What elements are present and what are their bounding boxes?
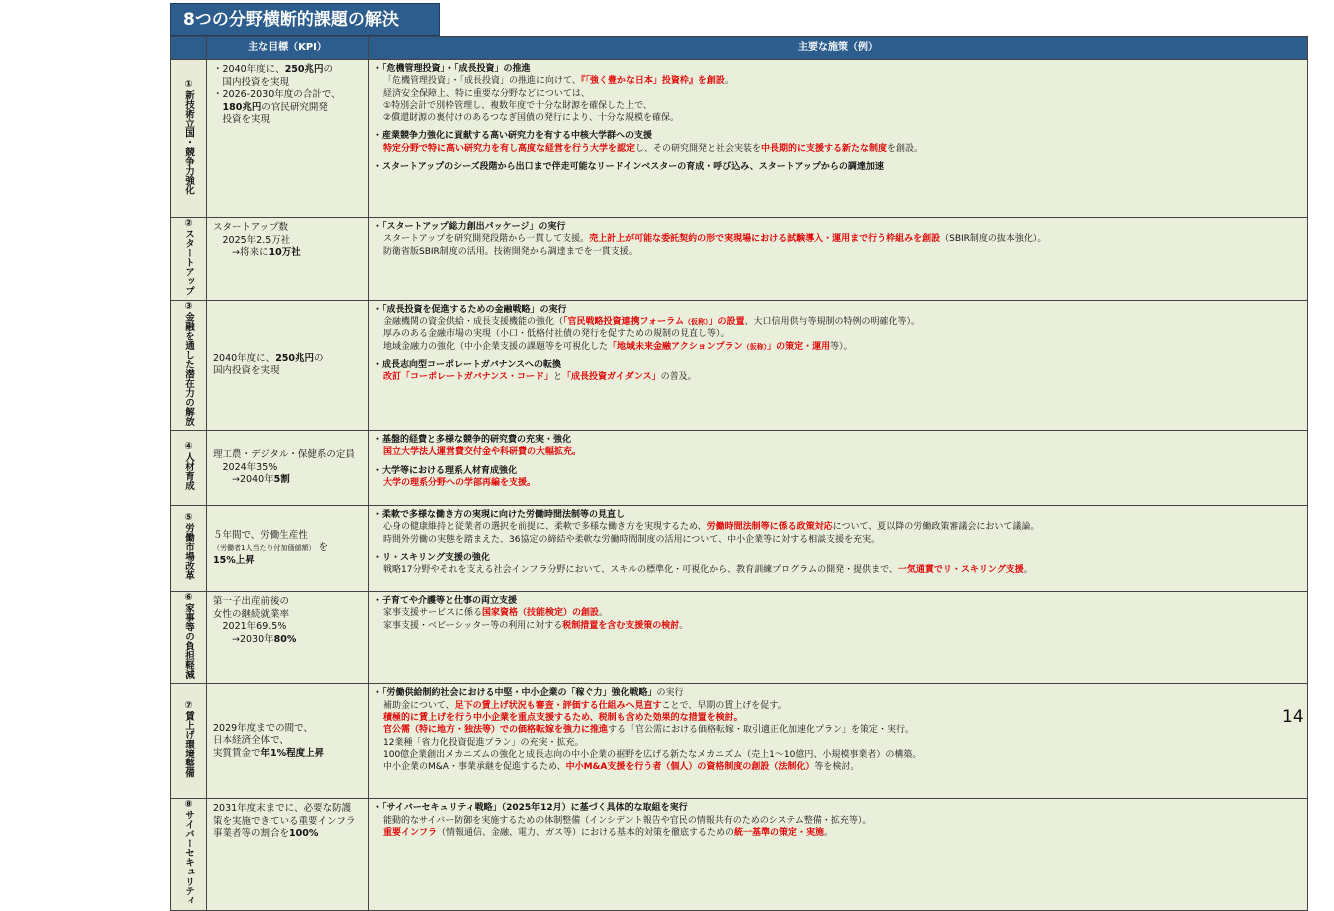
kpi-cell bbox=[207, 431, 369, 506]
table-row bbox=[171, 60, 1308, 218]
kpi-text bbox=[207, 592, 368, 650]
table-row bbox=[171, 684, 1308, 799]
text-span: 、大口信用供与等規制の特例の明確化等）。 bbox=[744, 317, 921, 328]
measure-heading bbox=[373, 802, 1303, 814]
text-span: 実質賃金で bbox=[213, 747, 261, 759]
table-row bbox=[171, 218, 1308, 301]
measure-section bbox=[373, 304, 1303, 353]
text-span: 積極的に賃上げを行う中小企業を重点支援するため、税制も含めた効果的な措置を検討。 bbox=[383, 712, 743, 723]
field-cell bbox=[171, 431, 207, 506]
kpi-line bbox=[213, 542, 362, 555]
kpi-line bbox=[213, 77, 362, 90]
measure-line bbox=[373, 477, 1303, 489]
text-span: 第一子出産前後の bbox=[213, 596, 290, 608]
text-span: →2040年 bbox=[213, 474, 274, 486]
text-span: ・スタートアップのシーズ段階から出口まで伴走可能なリードインベスターの育成・呼び込み、スタートアップからの調達加速 bbox=[373, 162, 884, 173]
field-label: ⑤労働市場改革 bbox=[183, 512, 194, 581]
kpi-line bbox=[213, 235, 362, 248]
kpi-line bbox=[213, 102, 362, 115]
measures-cell bbox=[369, 300, 1308, 430]
table-row bbox=[171, 300, 1308, 430]
text-span: 家事支援・ベビーシッター等の利用に対する bbox=[383, 620, 563, 631]
text-span: 改訂「コーポレートガバナンス・コード」 bbox=[383, 372, 554, 383]
text-span: 「官民戦略投資連携フォーラム bbox=[563, 317, 684, 328]
text-span: 金融機関の資金供給・成長支援機能の強化（ bbox=[383, 317, 564, 328]
text-span: 「危機管理投資」・「成長投資」の推進に向けて、 bbox=[383, 76, 581, 87]
table-header-row bbox=[171, 37, 1308, 60]
kpi-text bbox=[207, 349, 368, 382]
measures-cell bbox=[369, 218, 1308, 301]
kpi-text bbox=[207, 60, 368, 131]
kpi-cell bbox=[207, 300, 369, 430]
field-label: ③金融を通した潜在力の解放 bbox=[183, 300, 194, 426]
text-span: 2024年35% bbox=[213, 461, 278, 473]
measure-line bbox=[373, 328, 1303, 340]
kpi-line bbox=[213, 530, 362, 543]
measure-line bbox=[373, 246, 1303, 258]
measure-line bbox=[373, 371, 1303, 383]
text-span: の bbox=[314, 352, 324, 364]
text-span: 」の策定・運用 bbox=[767, 341, 831, 352]
text-span: ・「サイバーセキュリティ戦略」（2025年12月）に基づく具体的な取組を実行 bbox=[373, 803, 688, 814]
text-span: 策を実施できている重要インフラ bbox=[213, 815, 356, 827]
text-span: 2040年度に、 bbox=[213, 352, 276, 364]
measures-cell bbox=[369, 592, 1308, 684]
measure-section bbox=[373, 359, 1303, 384]
text-span: 補助金について、 bbox=[383, 700, 455, 711]
kpi-line bbox=[213, 803, 362, 816]
measure-line bbox=[373, 607, 1303, 619]
measure-line bbox=[373, 620, 1303, 632]
text-span: 2029年度までの間で、 bbox=[213, 722, 313, 734]
text-span: 100億企業創出メカニズムの強化と成長志向の中小企業の裾野を広げる新たなメカニズム（売上1～10億円、小規模事業者）の構築。 bbox=[383, 749, 922, 760]
text-span: ・子育てや介護等と仕事の両立支援 bbox=[373, 596, 518, 607]
kpi-line bbox=[213, 89, 362, 102]
kpi-text bbox=[207, 445, 368, 491]
kpi-line bbox=[213, 555, 362, 568]
text-span: ・リ・スキリング支援の強化 bbox=[373, 552, 490, 563]
kpi-line bbox=[213, 816, 362, 829]
text-span: 労働時間法制等に係る政策対応 bbox=[706, 522, 833, 533]
text-span: 80% bbox=[273, 633, 297, 645]
field-cell bbox=[171, 218, 207, 301]
field-cell bbox=[171, 684, 207, 799]
text-span: 税制措置を含む支援策の検討 bbox=[562, 620, 680, 631]
measure-section bbox=[373, 802, 1303, 839]
measure-heading bbox=[373, 221, 1303, 233]
text-span: について、夏以降の労働政策審議会において議論。 bbox=[832, 522, 1040, 533]
kpi-line bbox=[213, 609, 362, 622]
text-span: 足下の賃上げ状況も審査・評価する仕組みへ見直す bbox=[454, 700, 662, 711]
text-span: 国内投資を実現 bbox=[213, 365, 280, 377]
measure-line bbox=[373, 815, 1303, 827]
measure-line bbox=[373, 749, 1303, 761]
measure-section bbox=[373, 509, 1303, 546]
text-span: 日本経済全体で、 bbox=[213, 735, 289, 747]
field-label: ④人材育成 bbox=[183, 441, 194, 491]
text-span: 統一基準の策定・実施 bbox=[734, 827, 825, 838]
text-span: ・2040年度に、 bbox=[213, 64, 285, 75]
text-span: 特定分野で特に高い研究力を有し高度な経営を行う大学を認定 bbox=[383, 143, 636, 154]
text-span: を bbox=[315, 542, 328, 554]
kpi-cell bbox=[207, 218, 369, 301]
measure-line bbox=[373, 712, 1303, 724]
text-span: ・成長志向型コーポレートガバナンスへの転換 bbox=[373, 359, 562, 370]
measure-line bbox=[373, 564, 1303, 576]
text-span: スタートアップを研究開発段階から一貫して支援。 bbox=[383, 234, 590, 245]
measure-line bbox=[373, 88, 1303, 100]
text-span: 。 bbox=[724, 76, 734, 87]
measure-line bbox=[373, 75, 1303, 87]
text-span: （SBIR制度の抜本強化）。 bbox=[940, 234, 1047, 245]
text-span: ・産業競争力強化に貢献する高い研究力を有する中核大学群への支援 bbox=[373, 131, 653, 142]
text-span: ことで、早期の賃上げを促す。 bbox=[661, 700, 787, 711]
kpi-line bbox=[213, 114, 362, 127]
field-cell bbox=[171, 300, 207, 430]
measure-heading bbox=[373, 509, 1303, 521]
text-span: 。 bbox=[824, 827, 834, 838]
text-span: （情報通信、金融、電力、ガス等）における基本的対策を徹底するための bbox=[437, 827, 735, 838]
text-span: ・基盤的経費と多様な競争的研究費の充実・強化 bbox=[373, 435, 572, 446]
kpi-line bbox=[213, 462, 362, 475]
measure-line bbox=[373, 100, 1303, 112]
kpi-line bbox=[213, 365, 362, 378]
measure-section bbox=[373, 63, 1303, 124]
table-row bbox=[171, 431, 1308, 506]
field-cell bbox=[171, 506, 207, 592]
table-row bbox=[171, 506, 1308, 592]
kpi-line bbox=[213, 474, 362, 487]
measure-heading bbox=[373, 552, 1303, 564]
measure-line bbox=[373, 534, 1303, 546]
text-span: 。 bbox=[1023, 565, 1033, 576]
text-span: 女性の継続就業率 bbox=[213, 608, 290, 620]
kpi-cell bbox=[207, 506, 369, 592]
kpi-line bbox=[213, 621, 362, 634]
measure-line bbox=[373, 341, 1303, 353]
measure-line bbox=[373, 521, 1303, 533]
text-span: 100% bbox=[289, 828, 319, 840]
kpi-line bbox=[213, 353, 362, 366]
kpi-line bbox=[213, 222, 362, 235]
policy-table bbox=[170, 36, 1308, 911]
text-span: 経済安全保障上、特に重要な分野などについては、 bbox=[383, 88, 590, 99]
text-span: 国家資格（技能検定）の創設 bbox=[482, 608, 600, 619]
text-span: ・大学等における理系人材育成強化 bbox=[373, 465, 518, 476]
text-span: ５年間で、労働生産性 bbox=[213, 529, 308, 541]
text-span: 防衛省版SBIR制度の活用。技術開発から調達までを一貫支援。 bbox=[383, 246, 638, 257]
text-span: の官民研究開発 bbox=[261, 101, 328, 113]
text-span: 事業者等の割合を bbox=[213, 828, 290, 840]
measure-heading bbox=[373, 465, 1303, 477]
measure-section bbox=[373, 434, 1303, 459]
text-span: 2021年69.5% bbox=[213, 621, 287, 633]
measures-cell bbox=[369, 799, 1308, 910]
measures-cell bbox=[369, 684, 1308, 799]
text-span: ①特別会計で別枠管理し、複数年度で十分な財源を確保した上で、 bbox=[383, 100, 652, 111]
text-span: 国立大学法人運営費交付金や科研費の大幅拡充。 bbox=[383, 447, 582, 458]
text-span: 中小企業のM&A・事業承継を促進するため、 bbox=[383, 762, 566, 773]
text-span: （労働者1人当たり付加価値額） bbox=[213, 544, 316, 553]
measure-section bbox=[373, 130, 1303, 155]
text-span: 等を検討。 bbox=[814, 762, 860, 773]
text-span: ・柔軟で多様な働き方の実現に向けた労働時間法制等の見直し bbox=[373, 510, 626, 521]
text-span bbox=[213, 102, 223, 113]
text-span: （仮称） bbox=[742, 342, 768, 351]
measure-line bbox=[373, 233, 1303, 245]
measure-line bbox=[373, 761, 1303, 773]
kpi-text bbox=[207, 719, 368, 765]
field-cell bbox=[171, 60, 207, 218]
table-row bbox=[171, 799, 1308, 910]
text-span: 理工農・デジタル・保健系の定員 bbox=[213, 449, 355, 461]
text-span: 「地域未来金融アクションプラン bbox=[608, 341, 743, 352]
kpi-cell bbox=[207, 684, 369, 799]
header-kpi: 主な目標（KPI） bbox=[207, 37, 369, 60]
measures-cell bbox=[369, 431, 1308, 506]
text-span: ・「スタートアップ総力創出パッケージ」の実行 bbox=[373, 222, 566, 232]
measures-cell bbox=[369, 60, 1308, 218]
text-span: 能動的なサイバー防御を実施するための体制整備（インシデント報告や官民の情報共有のためのシステム整備・拡充等）。 bbox=[383, 815, 872, 826]
text-span: 年1%程度上昇 bbox=[260, 747, 325, 759]
measure-line bbox=[373, 316, 1303, 328]
text-span: ②償還財源の裏付けのあるつなぎ国債の発行により、十分な規模を確保。 bbox=[383, 113, 679, 124]
text-span: （仮称） bbox=[683, 318, 709, 327]
text-span: の bbox=[323, 64, 334, 75]
text-span: ・2026-2030年度の合計で、 bbox=[213, 89, 341, 100]
kpi-text bbox=[207, 218, 368, 264]
measure-heading bbox=[373, 359, 1303, 371]
text-span: →将来に bbox=[213, 247, 269, 258]
text-span: と bbox=[553, 372, 563, 383]
text-span: 。 bbox=[599, 608, 609, 619]
measure-section bbox=[373, 687, 1303, 773]
header-field bbox=[171, 37, 207, 60]
field-label: ⑦賃上げ環境整備 bbox=[183, 700, 194, 778]
text-span: 2031年度末までに、必要な防護 bbox=[213, 803, 352, 815]
text-span: 180兆円 bbox=[222, 101, 262, 113]
kpi-line bbox=[213, 596, 362, 609]
measure-heading bbox=[373, 434, 1303, 446]
measure-line bbox=[373, 737, 1303, 749]
measure-section bbox=[373, 161, 1303, 173]
table-row bbox=[171, 592, 1308, 684]
text-span: 。 bbox=[679, 620, 689, 631]
text-span: ・「労働供給制約社会における中堅・中小企業の「稼ぐ力」強化戦略」 bbox=[373, 688, 657, 699]
text-span: 官公需（特に地方・独法等）での価格転嫁を強力に推進 bbox=[383, 725, 609, 736]
field-label: ②スタートアップ bbox=[183, 218, 194, 296]
text-span: 等）。 bbox=[830, 341, 853, 352]
field-cell bbox=[171, 592, 207, 684]
text-span: ・「危機管理投資」・「成長投資」の推進 bbox=[373, 64, 531, 74]
kpi-text bbox=[207, 799, 368, 845]
measure-heading bbox=[373, 687, 1303, 699]
field-label: ⑥家事等の負担軽減 bbox=[183, 592, 194, 680]
kpi-cell bbox=[207, 592, 369, 684]
text-span: 地域金融力の強化（中小企業支援の課題等を可視化した bbox=[383, 341, 609, 352]
text-span: 12業種「省力化投資促進プラン」の充実・拡充。 bbox=[383, 737, 584, 748]
measure-section bbox=[373, 595, 1303, 632]
text-span: 250兆円 bbox=[284, 64, 324, 75]
text-span: 中長期的に支援する新たな制度 bbox=[761, 143, 888, 154]
text-span: 厚みのある金融市場の実現（小口・低格付社債の発行を促すための規制の見直し等）。 bbox=[383, 329, 730, 340]
page-title: 8つの分野横断的課題の解決 bbox=[170, 3, 440, 36]
text-span: 」の設置 bbox=[708, 317, 745, 328]
text-span: 投資を実現 bbox=[213, 114, 271, 125]
kpi-text bbox=[207, 526, 368, 572]
measure-heading bbox=[373, 304, 1303, 316]
measure-heading bbox=[373, 63, 1303, 75]
page-number: 14 bbox=[1282, 707, 1304, 727]
text-span: 250兆円 bbox=[275, 352, 315, 364]
measure-heading bbox=[373, 595, 1303, 607]
text-span: ・「成長投資を促進するための金融戦略」の実行 bbox=[373, 304, 567, 315]
text-span: 15%上昇 bbox=[213, 554, 255, 566]
measure-line bbox=[373, 112, 1303, 124]
field-cell bbox=[171, 799, 207, 910]
measure-line bbox=[373, 143, 1303, 155]
measure-line bbox=[373, 724, 1303, 736]
kpi-cell bbox=[207, 799, 369, 910]
measure-line bbox=[373, 827, 1303, 839]
text-span: する「官公需における価格転嫁・取引適正化加速化プラン」を策定・実行。 bbox=[608, 725, 915, 736]
field-label: ①新技術立国・競争力強化 bbox=[183, 78, 194, 195]
text-span: スタートアップ数 bbox=[213, 222, 289, 233]
kpi-line bbox=[213, 723, 362, 736]
text-span: 売上計上が可能な委託契約の形で実現場における試験導入・運用まで行う枠組みを創設 bbox=[589, 234, 941, 245]
text-span: の実行 bbox=[656, 688, 684, 699]
text-span: を創設。 bbox=[887, 143, 924, 154]
measure-section bbox=[373, 552, 1303, 577]
text-span: の普及。 bbox=[660, 372, 697, 383]
text-span: 戦略17分野やそれを支える社会インフラ分野において、スキルの標準化・可視化から、教育訓練プログラムの開発・提供まで、 bbox=[383, 565, 898, 576]
measure-line bbox=[373, 446, 1303, 458]
text-span: 2025年2.5万社 bbox=[213, 234, 291, 246]
text-span: し、その研究開発と社会実装を bbox=[635, 143, 762, 154]
text-span: 10万社 bbox=[268, 247, 301, 258]
header-measures: 主要な施策（例） bbox=[369, 37, 1308, 60]
text-span: 時間外労働の実態を踏まえた、36協定の締結や柔軟な労働時間制度の活用について、中小企業等に対する相談支援を充実。 bbox=[383, 534, 881, 545]
text-span: 一気通貫でリ・スキリング支援 bbox=[897, 565, 1024, 576]
text-span: 心身の健康維持と従業者の選択を前提に、柔軟で多様な働き方を実現するため、 bbox=[383, 522, 707, 533]
kpi-line bbox=[213, 735, 362, 748]
measure-section bbox=[373, 221, 1303, 258]
measures-cell bbox=[369, 506, 1308, 592]
text-span: 国内投資を実現 bbox=[213, 76, 290, 88]
text-span: →2030年 bbox=[213, 633, 274, 645]
kpi-line bbox=[213, 247, 362, 260]
measure-heading bbox=[373, 161, 1303, 173]
text-span: 重要インフラ bbox=[383, 827, 438, 838]
text-span: 『「強く豊かな日本」投資枠』を創設 bbox=[580, 76, 725, 87]
kpi-line bbox=[213, 64, 362, 77]
kpi-line bbox=[213, 828, 362, 841]
text-span: 5割 bbox=[273, 474, 290, 486]
measure-line bbox=[373, 700, 1303, 712]
measure-section bbox=[373, 465, 1303, 490]
text-span: 大学の理系分野への学部再編を支援。 bbox=[383, 477, 537, 488]
measure-heading bbox=[373, 130, 1303, 142]
kpi-line bbox=[213, 634, 362, 647]
text-span: 「成長投資ガイダンス」 bbox=[562, 372, 661, 383]
field-label: ⑧サイバーセキュリティ bbox=[183, 799, 194, 906]
kpi-cell bbox=[207, 60, 369, 218]
text-span: 家事支援サービスに係る bbox=[383, 608, 483, 619]
kpi-line bbox=[213, 449, 362, 462]
text-span: 中小M&A支援を行う者（個人）の資格制度の創設（法制化） bbox=[565, 762, 815, 773]
